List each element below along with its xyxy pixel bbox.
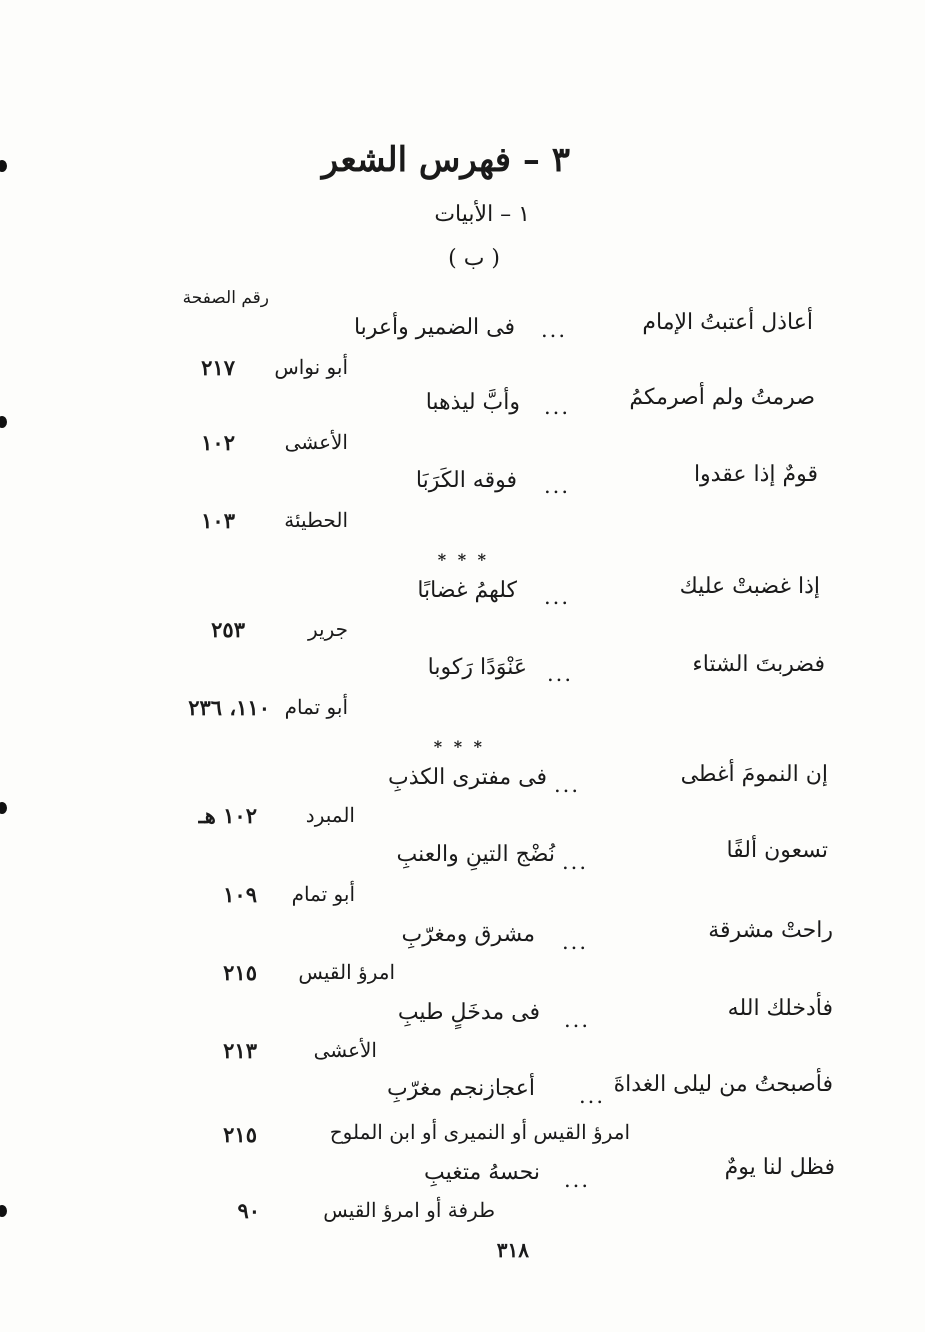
page-reference: ٩٠ [237,1198,260,1223]
poet-name: امرؤ القيس أو النميرى أو ابن الملوح [329,1120,630,1144]
poet-name: جرير [308,617,348,641]
letter-heading: ( ب ) [448,246,500,271]
page-number: ٣١٨ [496,1238,529,1262]
ellipsis-separator: ... [540,318,567,342]
ellipsis-separator: ... [563,1168,590,1192]
ellipsis-separator: ... [563,1008,590,1032]
verse-start: إذا غضبتْ عليك [679,574,820,599]
page-reference: ٢١٧ [201,355,235,380]
verse-start: راحتْ مشرقة [708,918,833,943]
verse-end: فوقه الكَرَبَا [415,468,517,493]
verse-end: فى مفترى الكذبِ [388,765,547,790]
binding-hole-mark [0,416,7,428]
binding-hole-mark [0,160,7,172]
page-reference: ١٠٩ [223,882,257,907]
page-reference: ٢١٥ [223,1122,257,1147]
verse-end: فى الضمير وأعربا [353,315,515,340]
section-divider: * * * [437,550,489,569]
verse-start: أعاذل أعتبتُ الإمام [642,310,813,335]
binding-hole-mark [0,802,7,814]
poet-name: الحطيئة [284,508,348,532]
page-title: ٣ – فهرس الشعر [321,140,570,180]
verse-end: فى مدخَلٍ طيبِ [397,1000,540,1025]
verse-start: فأدخلك الله [727,996,833,1021]
verse-start: تسعون ألفًا [726,838,828,863]
verse-end: كلهمُ غضابًا [417,578,517,603]
page-reference: ١٠٣ [201,508,235,533]
page-reference: ١٠٢ هـ [198,803,257,828]
poet-name: أبو نواس [274,355,348,379]
poet-name: الأعشى [284,430,348,454]
section-divider: * * * [433,737,485,756]
verse-end: وأبَّ ليذهبا [425,390,520,415]
verse-start: فأصبحتُ من ليلى الغداةَ [613,1072,833,1097]
ellipsis-separator: ... [561,850,588,874]
ellipsis-separator: ... [543,585,570,609]
page-reference: ١٠٢ [201,430,235,455]
poet-name: امرؤ القيس [298,960,395,984]
ellipsis-separator: ... [543,395,570,419]
ellipsis-separator: ... [578,1084,605,1108]
ellipsis-separator: ... [561,930,588,954]
verse-end: نحسهُ متغيبِ [423,1160,540,1185]
verse-end: مشرق ومغرّبِ [401,922,535,947]
verse-end: نُضْج التينِ والعنبِ [396,842,555,867]
page-number-column-header: رقم الصفحة [182,288,269,308]
verse-start: فضربتَ الشتاء [692,652,825,677]
poet-name: المبرد [305,803,355,827]
page-reference: ٢٥٣ [211,617,245,642]
poet-name: أبو تمام [284,695,348,719]
page-reference: ٢١٣ [223,1038,257,1063]
poet-name: أبو تمام [291,882,355,906]
page-reference: ٢١٥ [223,960,257,985]
ellipsis-separator: ... [546,662,573,686]
poet-name: طرفة أو امرؤ القيس [323,1198,495,1222]
verse-end: أعجازنجم مغرّبِ [387,1076,535,1101]
verse-end: عَنْوَدًا رَكوبا [427,655,527,680]
ellipsis-separator: ... [553,773,580,797]
verse-start: صرمتُ ولم أصرمكمُ [629,385,815,410]
verse-start: إن النمومَ أغطى [680,762,828,787]
section-subtitle: ١ – الأبيات [434,202,530,227]
poet-name: الأعشى [313,1038,377,1062]
verse-start: فظل لنا يومٌ [724,1155,835,1180]
binding-hole-mark [0,1205,7,1217]
page-reference: ١١٠، ٢٣٦ [188,695,270,720]
verse-start: قومٌ إذا عقدوا [693,462,818,487]
ellipsis-separator: ... [543,474,570,498]
